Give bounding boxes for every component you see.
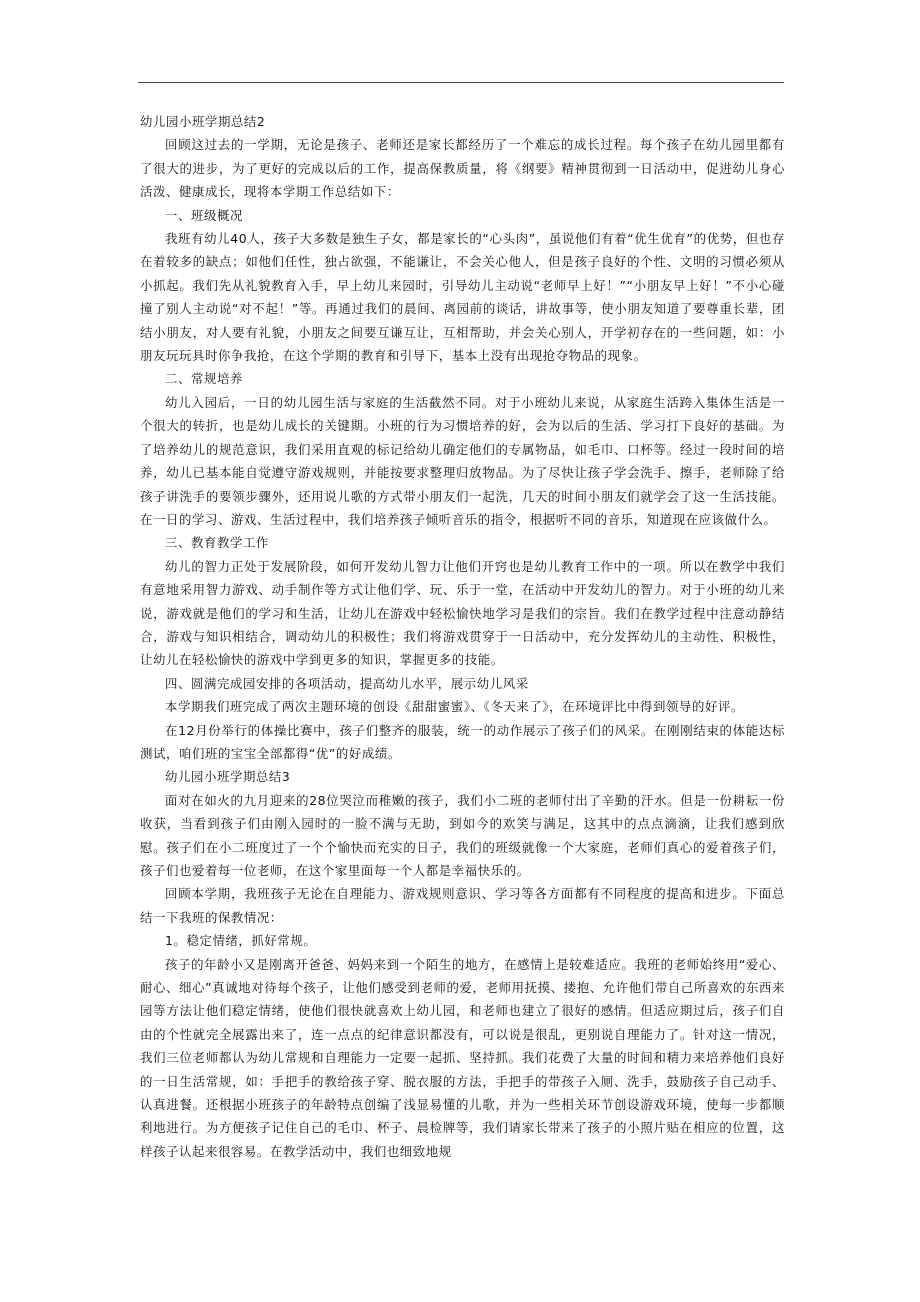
heading-routine: 二、常规培养 xyxy=(165,371,243,387)
paragraph: 幼儿入园后，一日的幼儿园生活与家庭的生活截然不同。对于小班幼儿来说，从家庭生活跨入集体生活是一个很大的转折，也是幼儿成长的关键期。小班的行为习惯培养的好，会为以后的生活、学习打下良好的基础。为了培养幼儿的规范意识，我们采用直观的标记给幼儿确定他们的专属物品，如毛巾、口杯等。经过一段时间的培养，幼儿已基本能自觉遵守游戏规则，并能按要求整理归放物品。为了尽快让孩子学会洗手、擦手，老师除了给孩子讲洗手的要领步骤外，还用说儿歌的方式带小朋友们一起洗，几天的时间小朋友们就学会了这一生活技能。在一日的学习、游戏、生活过程中，我们培养孩子倾听音乐的指令，根据听不同的音乐，知道现在应该做什么。 xyxy=(140,394,785,527)
paragraph: 回顾这过去的一学期，无论是孩子、老师还是家长都经历了一个难忘的成长过程。每个孩子在幼儿园里都有了很大的进步，为了更好的完成以后的工作，提高保教质量，将《纲要》精神贯彻到一日活动中，促进幼儿身心活泼、健康成长，现将本学期工作总结如下： xyxy=(140,137,785,200)
paragraph: 面对在如火的九月迎来的28位哭泣而稚嫩的孩子，我们小二班的老师付出了辛勤的汗水。但是一份耕耘一份收获，当看到孩子们由刚入园时的一脸不满与无助，到如今的欢笑与满足，这其中的点点滴滴，让我们感到欣慰。孩子们在小二班度过了一个个愉快而充实的日子，我们的班级就像一个大家庭，老师们真心的爱着孩子们，孩子们也爱着每一位老师，在这个家里面每一个人都是幸福快乐的。 xyxy=(140,792,785,878)
section-title-2: 幼儿园小班学期总结2 xyxy=(140,114,266,129)
heading-stabilize: 1。稳定情绪，抓好常规。 xyxy=(165,933,317,949)
heading-activities: 四、圆满完成园安排的各项活动，提高幼儿水平，展示幼儿风采 xyxy=(165,675,529,691)
paragraph: 幼儿的智力正处于发展阶段，如何开发幼儿智力让他们开窍也是幼儿教育工作中的一项。所以在教学中我们有意地采用智力游戏、动手制作等方式让他们学、玩、乐于一堂，在活动中开发幼儿的智力。对于小班的幼儿来说，游戏就是他们的学习和生活，让幼儿在游戏中轻松愉快地学习是我们的宗旨。我们在教学过程中注意动静结合，游戏与知识相结合，调动幼儿的积极性；我们将游戏贯穿于一日活动中，充分发挥幼儿的主动性、积极性，让幼儿在轻松愉快的游戏中学到更多的知识，掌握更多的技能。 xyxy=(140,558,785,668)
header-rule xyxy=(138,82,784,83)
paragraph: 回顾本学期，我班孩子无论在自理能力、游戏规则意识、学习等各方面都有不同程度的提高和进步。下面总结一下我班的保教情况： xyxy=(140,886,785,925)
heading-teaching: 三、教育教学工作 xyxy=(165,535,269,551)
heading-class-overview: 一、班级概况 xyxy=(165,207,243,223)
paragraph: 本学期我们班完成了两次主题环境的创设《甜甜蜜蜜》、《冬天来了》，在环境评比中得到领导的好评。 xyxy=(165,699,744,715)
paragraph: 在12月份举行的体操比赛中，孩子们整齐的服装，统一的动作展示了孩子们的风采。在刚刚结束的体能达标测试，咱们班的宝宝全部都得“优”的好成绩。 xyxy=(140,722,785,761)
paragraph: 孩子的年龄小又是刚离开爸爸、妈妈来到一个陌生的地方，在感情上是较难适应。我班的老师始终用“爱心、耐心、细心”真诚地对待每个孩子，让他们感受到老师的爱，老师用抚摸、搂抱、允许他们带自己所喜欢的东西来园等方法让他们稳定情绪，使他们很快就喜欢上幼儿园，和老师也建立了很好的感情。但适应期过后，孩子们自由的个性就完全展露出来了，连一点点的纪律意识都没有，可以说是很乱，更别说自理能力了。针对这一情况，我们三位老师都认为幼儿常规和自理能力一定要一起抓、坚持抓。我们花费了大量的时间和精力来培养他们良好的一日生活常规，如：手把手的教给孩子穿、脱衣服的方法，手把手的带孩子入厕、洗手，鼓励孩子自己动手、认真进餐。还根据小班孩子的年龄特点创编了浅显易懂的儿歌，并为一些相关环节创设游戏环境，使每一步都顺利地进行。为方便孩子记住自己的毛巾、杯子、晨检牌等，我们请家长带来了孩子的小照片贴在相应的位置，这样孩子认起来很容易。在教学活动中，我们也细致地规 xyxy=(140,956,785,1159)
section-title-3: 幼儿园小班学期总结3 xyxy=(165,769,291,785)
paragraph: 我班有幼儿40人，孩子大多数是独生子女，都是家长的“心头肉”，虽说他们有着“优生优育”的优势，但也存在着较多的缺点；如他们任性，独占欲强，不能谦让，不会关心他人，但是孩子良好的个性、文明的习惯必须从小抓起。我们先从礼貌教育入手，早上幼儿来园时，引导幼儿主动说“老师早上好！”“小朋友早上好！”不小心碰撞了别人主动说“对不起！”等。再通过我们的晨间、离园前的谈话，讲故事等，使小朋友知道了要尊重长辈，团结小朋友，对人要有礼貌，小朋友之间要互谦互让，互相帮助，并会关心别人，开学初存在的一些问题，如：小朋友玩玩具时你争我抢，在这个学期的教育和引导下，基本上没有出现抢夺物品的现象。 xyxy=(140,231,785,364)
document-body xyxy=(140,110,785,1163)
